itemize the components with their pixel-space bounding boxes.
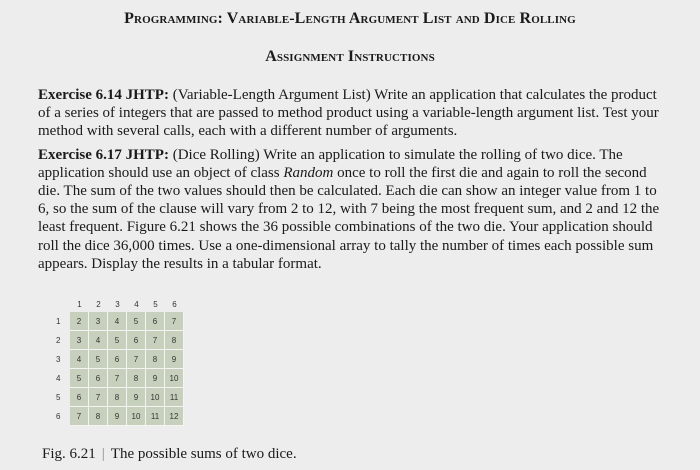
grid-cell: 7 <box>70 407 89 426</box>
grid-cell: 3 <box>70 331 89 350</box>
grid-cell: 7 <box>89 388 108 407</box>
grid-cell: 10 <box>127 407 146 426</box>
caption-text: The possible sums of two dice. <box>110 446 297 462</box>
grid-cell: 6 <box>89 369 108 388</box>
exercise-text: (Dice Rolling) Write an application to simulate the rolling of two dice. The application should use an object of class <box>38 146 623 181</box>
grid-cell: 8 <box>108 388 127 407</box>
grid-cell: 4 <box>89 331 108 350</box>
column-header: 1 <box>77 299 82 309</box>
grid-cell: 9 <box>165 350 184 369</box>
exercise-6-17 <box>38 146 664 273</box>
instructions-body <box>38 86 664 278</box>
grid-row <box>54 312 184 331</box>
grid-cells <box>70 407 184 426</box>
grid-cell: 6 <box>146 312 165 331</box>
row-header: 5 <box>56 393 61 402</box>
grid-cell: 6 <box>70 388 89 407</box>
grid-row <box>54 407 184 426</box>
column-header: 2 <box>96 299 101 309</box>
grid-cell: 9 <box>108 407 127 426</box>
grid-row <box>54 350 184 369</box>
column-header: 3 <box>115 299 120 309</box>
grid-row <box>54 388 184 407</box>
grid-cell: 5 <box>108 331 127 350</box>
grid-cell: 4 <box>70 350 89 369</box>
page-subtitle: Assignment Instructions <box>265 48 435 65</box>
grid-cell: 10 <box>146 388 165 407</box>
grid-cell: 6 <box>127 331 146 350</box>
grid-column-headers <box>70 296 184 312</box>
grid-cell: 9 <box>127 388 146 407</box>
row-header: 4 <box>56 374 61 383</box>
grid-cell: 7 <box>108 369 127 388</box>
row-header: 2 <box>56 336 61 345</box>
grid-cell: 3 <box>89 312 108 331</box>
grid-row <box>54 331 184 350</box>
grid-cell: 12 <box>165 407 184 426</box>
row-header: 6 <box>56 412 61 421</box>
grid-cells <box>70 350 184 369</box>
grid-cells <box>70 369 184 388</box>
grid-cell: 11 <box>146 407 165 426</box>
grid-cells <box>70 388 184 407</box>
grid-cell: 11 <box>165 388 184 407</box>
column-header: 4 <box>134 299 139 309</box>
grid-cell: 7 <box>165 312 184 331</box>
grid-cell: 9 <box>146 369 165 388</box>
column-header: 6 <box>172 299 177 309</box>
exercise-text: once to roll the first die and again to roll the second die. The sum of the two values should then be calculated. Each die can show an integer value from 1 to 6, so the sum of the clause will vary from 2 to 12, with 7 being the most frequent sum, and 2 and 12 the least frequent. Figure 6.21 shows the 36 possible combinations of the two die. Your application should roll the dice 36,000 times. Use a one-dimensional array to tally the number of times each possible sum appears. Display the results in a tabular format. <box>38 164 660 272</box>
exercise-6-14 <box>38 86 664 141</box>
grid-cell: 10 <box>165 369 184 388</box>
dice-sum-grid <box>54 296 184 426</box>
grid-cell: 8 <box>89 407 108 426</box>
grid-cell: 8 <box>127 369 146 388</box>
row-header: 1 <box>56 317 61 326</box>
grid-cell: 4 <box>108 312 127 331</box>
exercise-label: Exercise 6.14 JHTP: <box>38 87 169 103</box>
grid-cell: 7 <box>146 331 165 350</box>
grid-cell: 8 <box>146 350 165 369</box>
exercise-text: (Variable-Length Argument List) Write an application that calculates the product of a series of integers that are passed to method product using a variable-length argument list. Test your method with several calls, each with a different number of arguments. <box>38 87 659 140</box>
grid-cell: 5 <box>89 350 108 369</box>
grid-cell: 5 <box>70 369 89 388</box>
grid-cell: 7 <box>127 350 146 369</box>
exercise-label: Exercise 6.17 JHTP: <box>38 146 169 163</box>
grid-body <box>54 312 184 426</box>
figure-caption <box>42 446 297 463</box>
grid-cell: 6 <box>108 350 127 369</box>
caption-separator: | <box>101 446 105 462</box>
grid-cell: 2 <box>70 312 89 331</box>
grid-cells <box>70 331 184 350</box>
row-header: 3 <box>56 355 61 364</box>
class-name: Random <box>283 164 334 181</box>
grid-cell: 8 <box>165 331 184 350</box>
grid-row <box>54 369 184 388</box>
grid-cell: 5 <box>127 312 146 331</box>
column-header: 5 <box>153 299 158 309</box>
grid-cells <box>70 312 184 331</box>
page-title: Programming: Variable-Length Argument List and Dice Rolling <box>124 10 576 27</box>
caption-number: Fig. 6.21 <box>42 446 96 462</box>
